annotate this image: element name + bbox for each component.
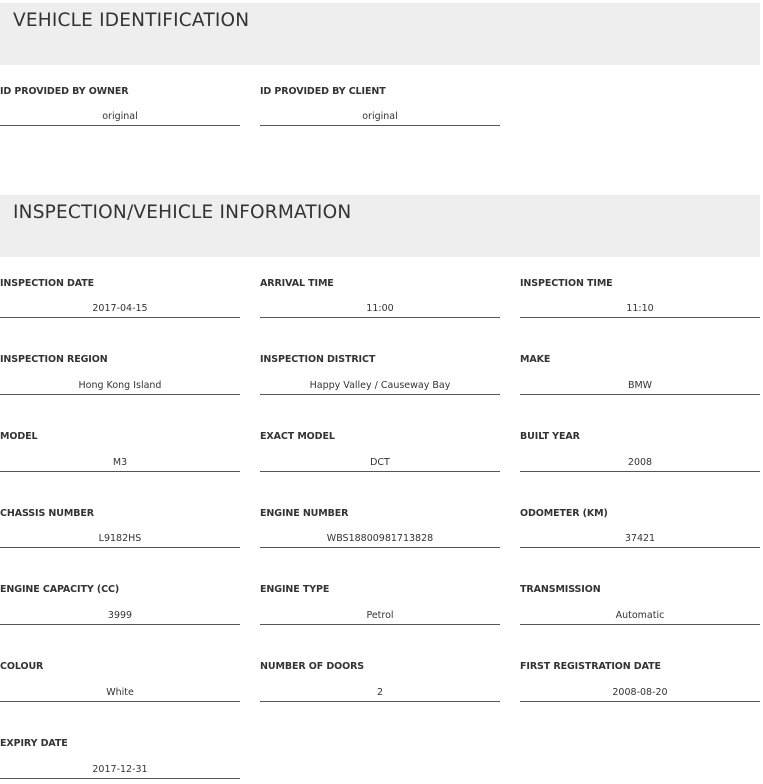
field-label: INSPECTION REGION [0, 354, 108, 365]
field-label: ENGINE NUMBER [260, 508, 349, 519]
field-value[interactable]: original [0, 108, 240, 126]
field-label: INSPECTION TIME [520, 278, 613, 289]
field-value[interactable]: White [0, 684, 240, 702]
field-value[interactable]: Hong Kong Island [0, 377, 240, 395]
field-value[interactable]: 3999 [0, 607, 240, 625]
field-label: CHASSIS NUMBER [0, 508, 94, 519]
vehicle-identification-header [0, 3, 760, 65]
field-value[interactable]: WBS18800981713828 [260, 530, 500, 548]
field-value[interactable]: BMW [520, 377, 760, 395]
field-label: ODOMETER (KM) [520, 508, 608, 519]
field-value[interactable]: Petrol [260, 607, 500, 625]
field-label: ID PROVIDED BY CLIENT [260, 86, 386, 97]
field-value[interactable]: 2008-08-20 [520, 684, 760, 702]
field-label: EXACT MODEL [260, 431, 335, 442]
field-label: MODEL [0, 431, 38, 442]
field-label: TRANSMISSION [520, 584, 601, 595]
field-label: EXPIRY DATE [0, 738, 68, 749]
field-value[interactable]: 37421 [520, 530, 760, 548]
field-value[interactable]: Happy Valley / Causeway Bay [260, 377, 500, 395]
field-value[interactable]: 2017-04-15 [0, 300, 240, 318]
field-value[interactable]: 11:10 [520, 300, 760, 318]
field-label: FIRST REGISTRATION DATE [520, 661, 661, 672]
field-label: ARRIVAL TIME [260, 278, 334, 289]
field-label: COLOUR [0, 661, 44, 672]
field-value[interactable]: 2008 [520, 454, 760, 472]
field-value[interactable]: DCT [260, 454, 500, 472]
section-title: INSPECTION/VEHICLE INFORMATION [13, 202, 352, 223]
field-value[interactable]: Automatic [520, 607, 760, 625]
field-value[interactable]: 2 [260, 684, 500, 702]
field-value[interactable]: M3 [0, 454, 240, 472]
field-value[interactable]: 2017-12-31 [0, 761, 240, 779]
field-value[interactable]: original [260, 108, 500, 126]
field-value[interactable]: 11:00 [260, 300, 500, 318]
inspection-vehicle-information-header [0, 195, 760, 257]
field-label: ENGINE TYPE [260, 584, 330, 595]
field-label: ID PROVIDED BY OWNER [0, 86, 129, 97]
section-title: VEHICLE IDENTIFICATION [13, 10, 250, 31]
field-value[interactable]: L9182HS [0, 530, 240, 548]
field-label: MAKE [520, 354, 551, 365]
field-label: BUILT YEAR [520, 431, 580, 442]
field-label: ENGINE CAPACITY (CC) [0, 584, 120, 595]
field-label: NUMBER OF DOORS [260, 661, 365, 672]
field-label: INSPECTION DISTRICT [260, 354, 376, 365]
field-label: INSPECTION DATE [0, 278, 95, 289]
